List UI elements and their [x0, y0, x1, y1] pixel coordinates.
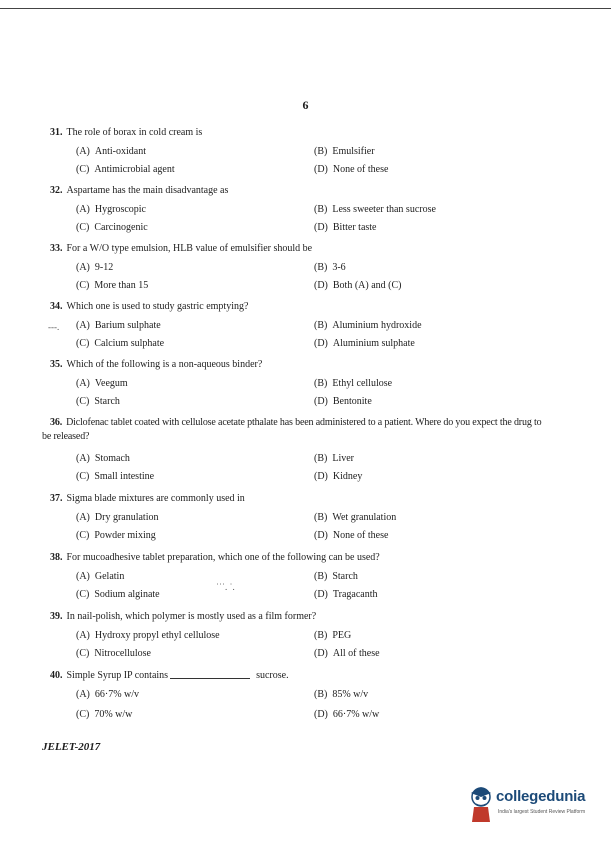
option-letter: (C) [76, 396, 90, 407]
option-b[interactable] [314, 688, 368, 701]
option-text: Dry granulation [94, 512, 159, 523]
option-c[interactable] [76, 163, 175, 176]
question-number: 36. [50, 417, 63, 428]
option-text: 85% w/v [332, 689, 369, 700]
stray-dot-mark: ˙˙˙. ˙. [216, 582, 235, 592]
question-number: 34. [50, 301, 63, 312]
option-b[interactable] [314, 145, 375, 158]
option-text: None of these [332, 530, 389, 541]
option-letter: (A) [76, 689, 90, 700]
question-stem [50, 242, 312, 256]
option-a[interactable] [76, 688, 139, 701]
option-b[interactable] [314, 203, 436, 216]
question-number: 32. [50, 185, 63, 196]
option-text: Wet granulation [332, 512, 397, 523]
option-a[interactable] [76, 511, 158, 524]
option-letter: (D) [314, 471, 328, 482]
question-text: Which one is used to study gastric emptying? [66, 301, 249, 312]
option-d[interactable] [314, 529, 388, 542]
option-text: Less sweeter than sucrose [332, 204, 436, 215]
option-d[interactable] [314, 395, 372, 408]
option-text: All of these [332, 648, 380, 659]
option-d[interactable] [314, 470, 362, 483]
option-a[interactable] [76, 261, 113, 274]
option-d[interactable] [314, 337, 415, 350]
option-b[interactable] [314, 319, 422, 332]
option-text: Ethyl cellulose [332, 378, 393, 389]
question-number: 37. [50, 493, 63, 504]
option-d[interactable] [314, 588, 378, 601]
question-text: In nail-polish, which polymer is mostly used as a film former? [66, 611, 317, 622]
question-stem [50, 184, 228, 198]
option-c[interactable] [76, 279, 148, 292]
question-stem [50, 300, 248, 314]
question-stem [50, 610, 316, 624]
question-text: Sigma blade mixtures are commonly used in [66, 493, 245, 504]
mascot-icon [466, 784, 496, 824]
option-letter: (B) [314, 689, 328, 700]
question-number: 38. [50, 552, 63, 563]
option-d[interactable] [314, 279, 402, 292]
option-letter: (D) [314, 280, 328, 291]
option-c[interactable] [76, 588, 160, 601]
option-letter: (D) [314, 648, 328, 659]
option-letter: (A) [76, 630, 90, 641]
option-a[interactable] [76, 145, 146, 158]
option-d[interactable] [314, 647, 380, 660]
option-b[interactable] [314, 261, 346, 274]
option-letter: (C) [76, 338, 90, 349]
option-letter: (B) [314, 630, 328, 641]
option-letter: (D) [314, 530, 328, 541]
option-letter: (D) [314, 396, 328, 407]
brand-tagline: India's largest Student Review Platform [498, 809, 586, 815]
option-text: 66·7% w/v [94, 689, 140, 700]
option-text: 66·7% w/w [332, 709, 380, 720]
option-letter: (C) [76, 280, 90, 291]
option-a[interactable] [76, 629, 220, 642]
option-d[interactable] [314, 221, 377, 234]
option-letter: (D) [314, 164, 328, 175]
option-text: Nitrocellulose [94, 648, 151, 659]
stray-dash-mark: ---. [48, 322, 60, 332]
option-letter: (A) [76, 204, 90, 215]
option-letter: (B) [314, 320, 328, 331]
option-letter: (B) [314, 146, 328, 157]
option-letter: (B) [314, 512, 328, 523]
question-number: 40. [50, 670, 63, 681]
option-b[interactable] [314, 629, 351, 642]
option-text: None of these [332, 164, 389, 175]
option-text: Aluminium sulphate [332, 338, 415, 349]
option-text: Barium sulphate [94, 320, 161, 331]
option-letter: (B) [314, 571, 328, 582]
option-text: Aluminium hydroxide [332, 320, 422, 331]
top-rule [0, 8, 611, 9]
option-text: Liver [332, 453, 354, 464]
option-c[interactable] [76, 395, 120, 408]
question-stem [50, 126, 202, 140]
option-c[interactable] [76, 647, 151, 660]
option-text: More than 15 [94, 280, 149, 291]
option-text: Calcium sulphate [94, 338, 165, 349]
option-a[interactable] [76, 452, 130, 465]
option-letter: (B) [314, 378, 328, 389]
option-text: Starch [332, 571, 358, 582]
option-text: Kidney [332, 471, 363, 482]
option-text: Sodium alginate [94, 589, 160, 600]
question-stem [42, 416, 547, 444]
question-number: 39. [50, 611, 63, 622]
option-text: Hygroscopic [94, 204, 146, 215]
option-text: Small intestine [94, 471, 155, 482]
option-text: Bentonite [332, 396, 372, 407]
option-b[interactable] [314, 570, 358, 583]
option-text: Starch [94, 396, 120, 407]
option-letter: (C) [76, 471, 90, 482]
option-b[interactable] [314, 511, 396, 524]
option-letter: (B) [314, 262, 328, 273]
question-stem [50, 551, 380, 565]
option-letter: (C) [76, 589, 90, 600]
option-a[interactable] [76, 570, 124, 583]
question-number: 31. [50, 127, 63, 138]
option-letter: (A) [76, 320, 90, 331]
option-letter: (C) [76, 164, 90, 175]
option-letter: (C) [76, 530, 90, 541]
option-letter: (C) [76, 222, 90, 233]
option-letter: (A) [76, 571, 90, 582]
option-text: 3-6 [332, 262, 346, 273]
option-c[interactable] [76, 470, 154, 483]
option-letter: (D) [314, 589, 328, 600]
option-text: PEG [332, 630, 352, 641]
option-letter: (B) [314, 453, 328, 464]
question-text: Simple Syrup IP contains [66, 670, 169, 681]
option-text: Anti-oxidant [94, 146, 146, 157]
option-letter: (D) [314, 222, 328, 233]
option-d[interactable] [314, 708, 379, 721]
option-c[interactable] [76, 529, 156, 542]
option-d[interactable] [314, 163, 388, 176]
option-text: 9-12 [94, 262, 114, 273]
option-b[interactable] [314, 377, 392, 390]
question-text: Aspartame has the main disadvantage as [66, 185, 229, 196]
question-text-after: sucrose. [256, 670, 289, 681]
option-letter: (A) [76, 146, 90, 157]
option-text: Hydroxy propyl ethyl cellulose [94, 630, 220, 641]
option-text: Stomach [94, 453, 130, 464]
question-stem [50, 492, 245, 506]
question-number: 35. [50, 359, 63, 370]
option-a[interactable] [76, 377, 128, 390]
option-a[interactable] [76, 203, 146, 216]
option-letter: (A) [76, 512, 90, 523]
option-b[interactable] [314, 452, 354, 465]
question-number: 33. [50, 243, 63, 254]
option-text: Antimicrobial agent [94, 164, 175, 175]
option-c[interactable] [76, 337, 164, 350]
option-text: Powder mixing [94, 530, 156, 541]
option-letter: (A) [76, 378, 90, 389]
option-text: Carcinogenic [94, 222, 148, 233]
option-text: Tragacanth [332, 589, 378, 600]
question-text: For mucoadhesive tablet preparation, which one of the following can be used? [66, 552, 380, 563]
option-letter: (A) [76, 453, 90, 464]
question-stem [50, 358, 262, 372]
question-text: The role of borax in cold cream is [66, 127, 203, 138]
option-letter: (D) [314, 338, 328, 349]
option-text: Veegum [94, 378, 128, 389]
option-letter: (C) [76, 709, 90, 720]
question-text: For a W/O type emulsion, HLB value of emulsifier should be [66, 243, 313, 254]
question-stem [50, 669, 289, 683]
option-text: 70% w/w [94, 709, 133, 720]
option-letter: (C) [76, 648, 90, 659]
question-text: Which of the following is a non-aqueous binder? [66, 359, 263, 370]
option-letter: (A) [76, 262, 90, 273]
option-text: Bitter taste [332, 222, 377, 233]
option-c[interactable] [76, 708, 132, 721]
option-a[interactable] [76, 319, 161, 332]
option-letter: (D) [314, 709, 328, 720]
option-text: Gelatin [94, 571, 125, 582]
page-number: 6 [302, 98, 309, 112]
brand-name: collegedunia [496, 788, 586, 805]
option-text: Both (A) and (C) [332, 280, 402, 291]
answer-blank [170, 678, 250, 679]
option-letter: (B) [314, 204, 328, 215]
exam-code: JELET-2017 [42, 741, 101, 753]
option-c[interactable] [76, 221, 148, 234]
collegedunia-logo[interactable] [466, 784, 606, 826]
option-text: Emulsifier [332, 146, 375, 157]
question-text: Diclofenac tablet coated with cellulose acetate pthalate has been administered to a patient. Where do you expect the drug to be released? [42, 417, 542, 442]
